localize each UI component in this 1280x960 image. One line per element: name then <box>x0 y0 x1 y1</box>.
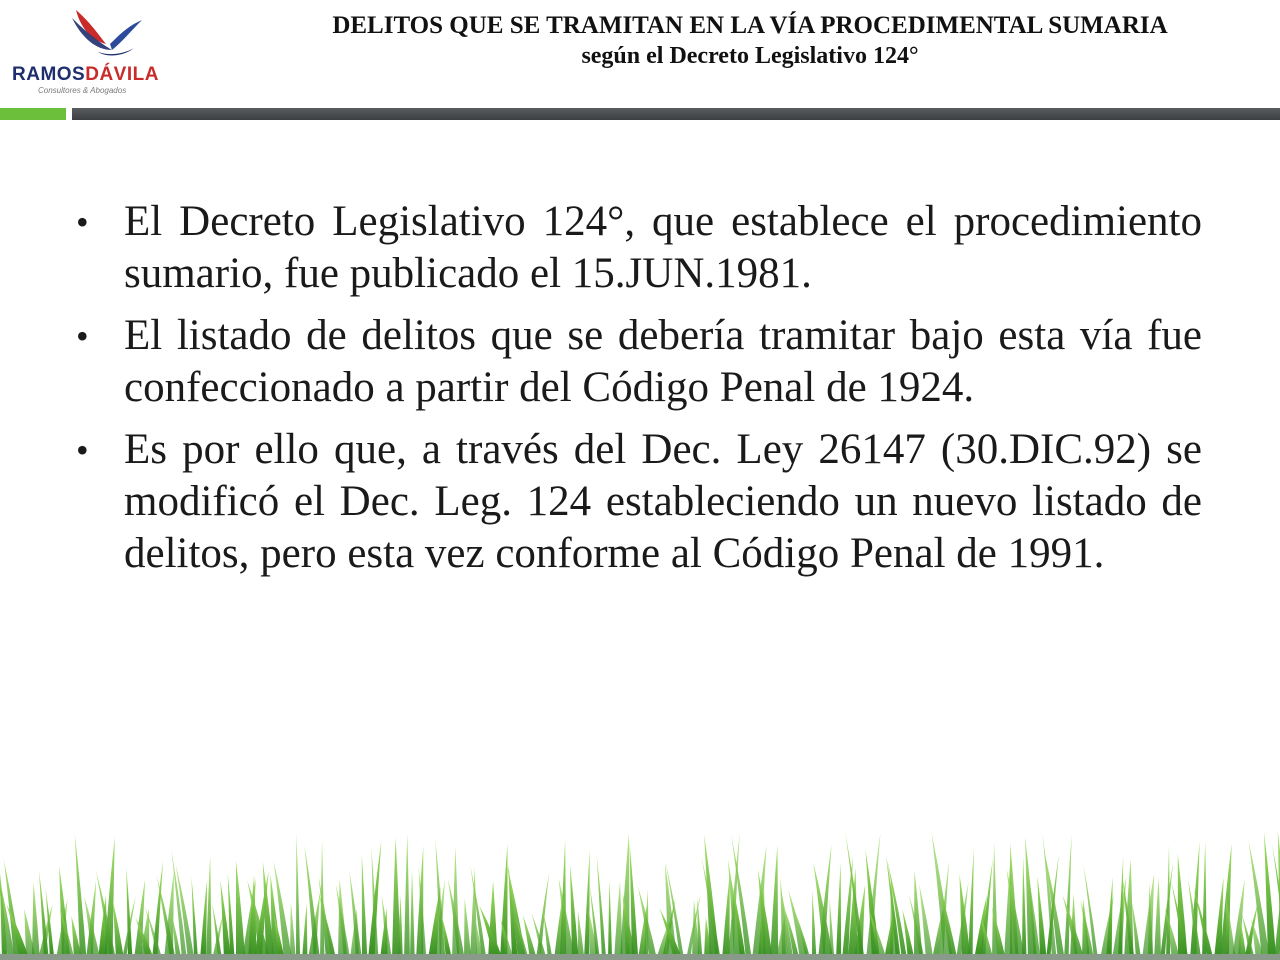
bullet-item <box>76 196 1202 300</box>
grass-decoration <box>0 820 1280 960</box>
bullet-icon: • <box>76 202 89 242</box>
bullet-text: El Decreto Legislativo 124°, que establece el procedimiento sumario, fue publicado el 15.JUN.1981. <box>124 198 1202 297</box>
brand-wordmark <box>12 64 159 86</box>
bullet-text: Es por ello que, a través del Dec. Ley 26147 (30.DIC.92) se modificó el Dec. Leg. 124 estableciendo un nuevo listado de delitos, pero esta vez conforme al Código Penal de 1991. <box>124 426 1202 577</box>
bullet-text: El listado de delitos que se debería tramitar bajo esta vía fue confeccionado a partir del Código Penal de 1924. <box>124 312 1202 411</box>
header-divider-bar <box>72 108 1280 120</box>
bullet-list <box>76 196 1202 590</box>
brand-name-part2: DÁVILA <box>85 64 159 85</box>
bullet-item <box>76 424 1202 580</box>
company-logo <box>8 4 198 104</box>
slide-title-sub: según el Decreto Legislativo 124° <box>581 42 919 69</box>
bullet-item <box>76 310 1202 414</box>
bird-logo-icon <box>68 4 148 64</box>
brand-tagline: Consultores & Abogados <box>38 86 127 95</box>
header-accent-bar <box>0 108 66 120</box>
slide-title-main: DELITOS QUE SE TRAMITAN EN LA VÍA PROCEDIMENTAL SUMARIA <box>332 12 1168 39</box>
brand-name-part1: RAMOS <box>12 64 86 85</box>
bullet-icon: • <box>76 430 89 470</box>
slide-title <box>300 12 1200 70</box>
bullet-icon: • <box>76 316 89 356</box>
